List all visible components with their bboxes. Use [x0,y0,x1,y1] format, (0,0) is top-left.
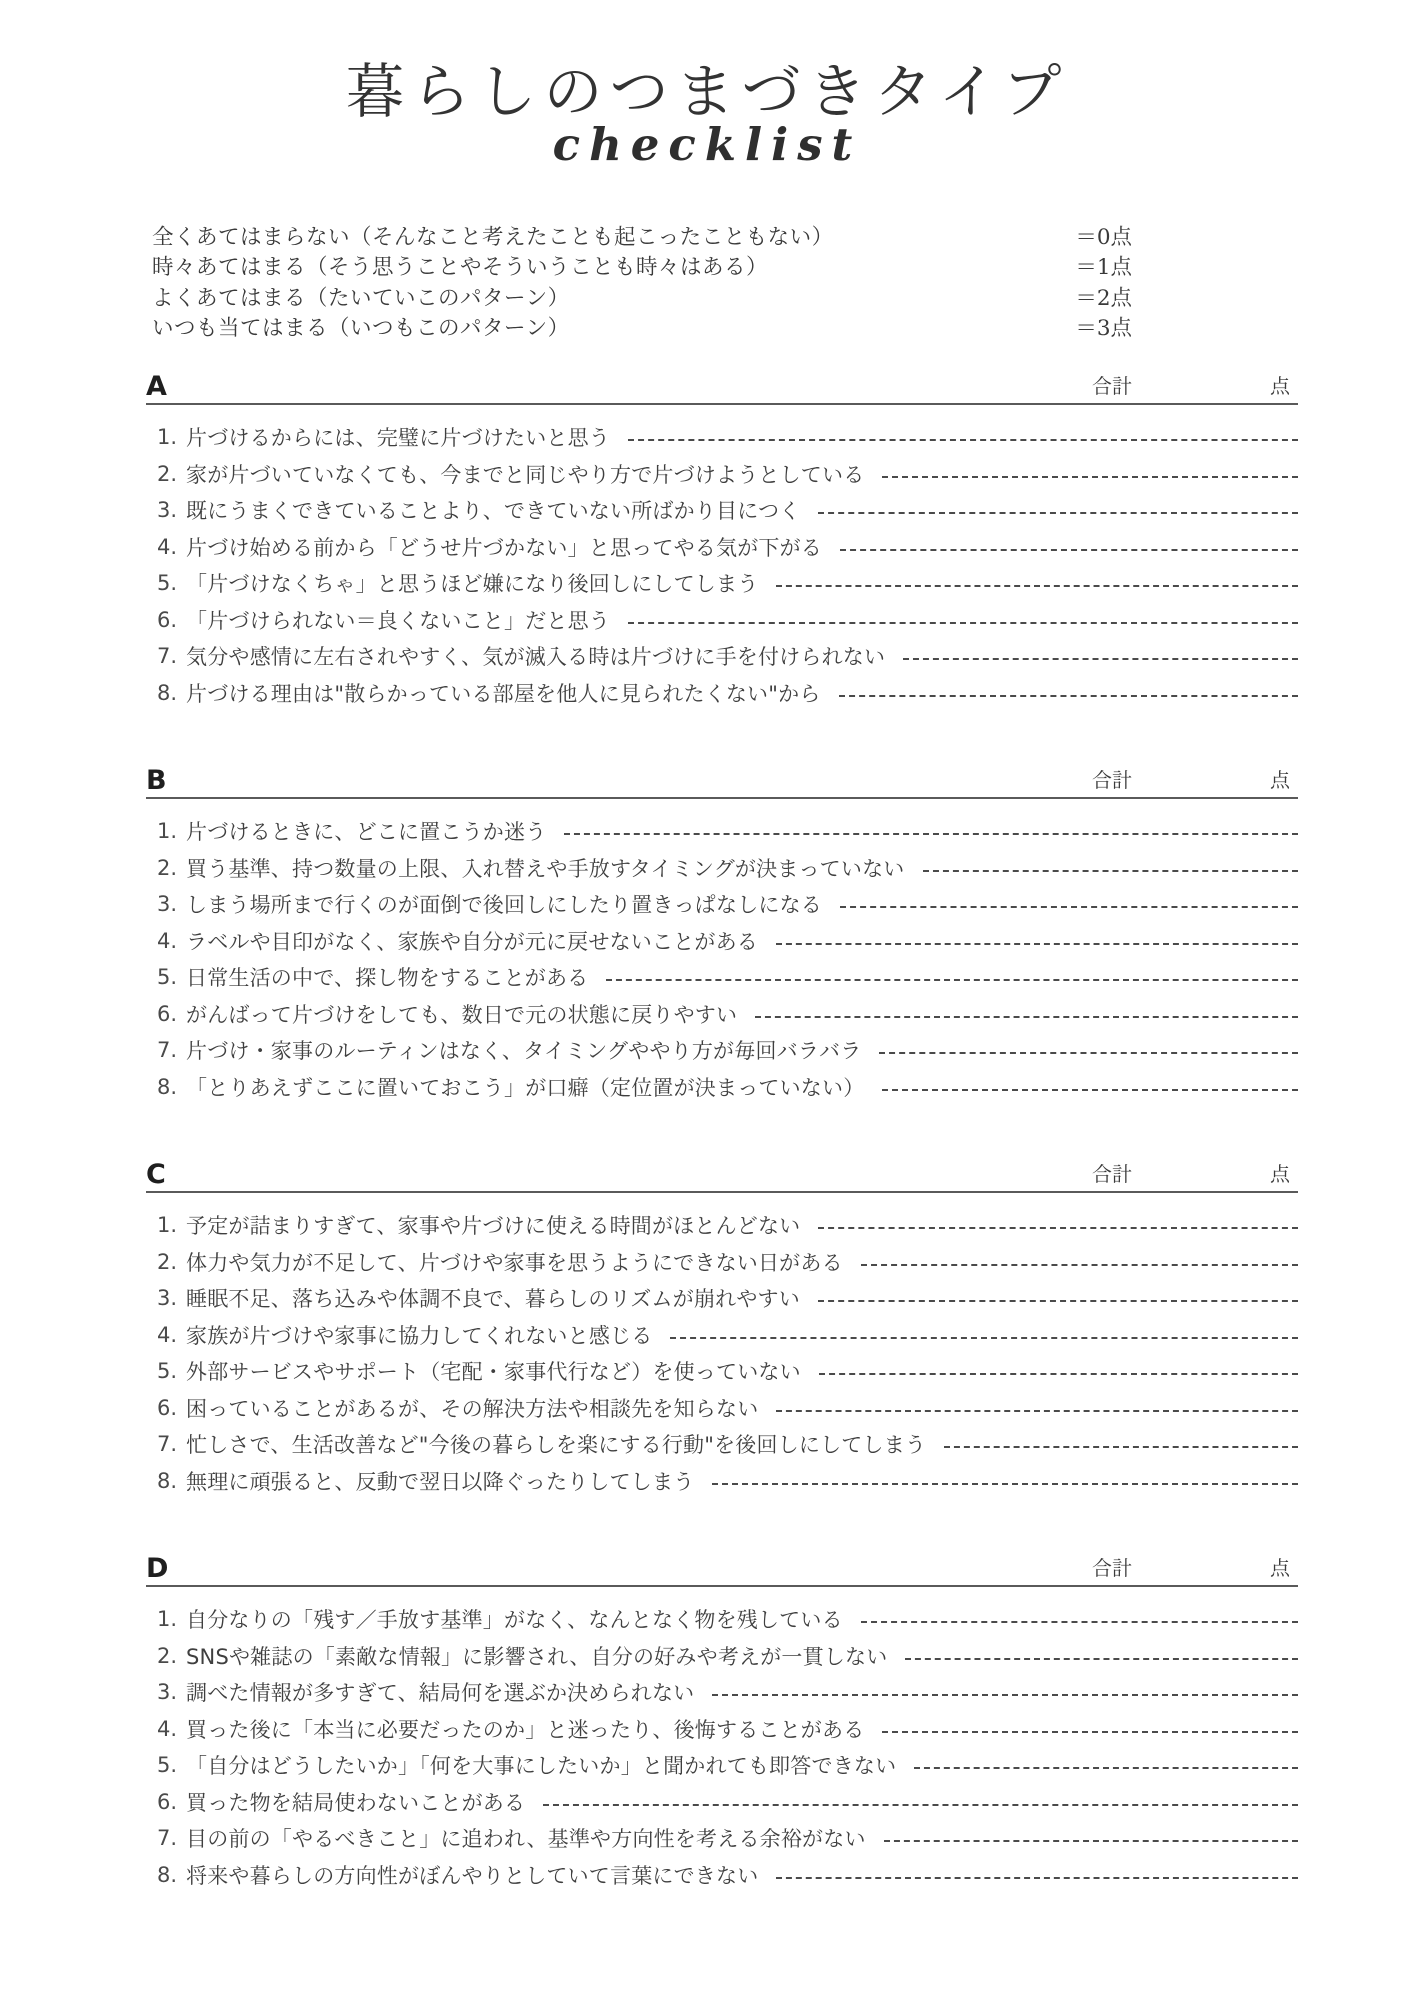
legend-score: ＝3点 [1075,316,1132,342]
item-score-line[interactable] [776,1877,1298,1879]
item-number: 5. [156,1753,177,1778]
checklist-item [146,1426,1298,1463]
total-label: 合計 [1092,767,1132,792]
item-number: 2. [156,1643,177,1668]
item-text: 調べた情報が多すぎて、結局何を選ぶか決められない [186,1681,695,1706]
item-text: 将来や暮らしの方向性がぼんやりとしていて言葉にできない [186,1863,759,1888]
item-text: 片づけ始める前から「どうせ片づかない」と思ってやる気が下がる [186,535,822,560]
item-list [146,1207,1298,1499]
checklist-item [146,492,1298,529]
item-text: 睡眠不足、落ち込みや体調不良で、暮らしのリズムが崩れやすい [186,1287,800,1312]
item-score-line[interactable] [882,476,1298,478]
item-number: 7. [156,644,177,669]
item-number: 4. [156,1716,177,1741]
item-text: 気分や感情に左右されやすく、気が滅入る時は片づけに手を付けられない [186,645,886,670]
checklist-item [146,1674,1298,1711]
checklist-item [146,1462,1298,1499]
item-score-line[interactable] [944,1446,1298,1448]
item-score-line[interactable] [882,1089,1298,1091]
item-text: 片づけ・家事のルーティンはなく、タイミングややり方が毎回バラバラ [186,1039,862,1064]
section-letter: C [146,1158,166,1190]
item-text: 買う基準、持つ数量の上限、入れ替えや手放すタイミングが決まっていない [186,856,905,881]
item-number: 1. [156,425,177,450]
item-text: 忙しさで、生活改善など"今後の暮らしを楽にする行動"を後回しにしてしまう [186,1433,927,1458]
item-number: 4. [156,1322,177,1347]
checklist-item [146,849,1298,886]
checklist-item [146,922,1298,959]
item-text: 「自分はどうしたいか」「何を大事にしたいか」と聞かれても即答できない [186,1754,897,1779]
item-text: 買った物を結局使わないことがある [186,1790,526,1815]
legend-row [152,253,1272,284]
item-score-line[interactable] [861,1621,1298,1623]
scoring-legend [152,223,1272,345]
total-label: 合計 [1092,1555,1132,1580]
checklist-item [146,1820,1298,1857]
item-number: 6. [156,607,177,632]
item-score-line[interactable] [628,439,1298,441]
item-score-line[interactable] [543,1804,1298,1806]
item-score-line[interactable] [882,1731,1298,1733]
checklist-item [146,1068,1298,1105]
page-subtitle: checklist [552,117,862,171]
item-number: 6. [156,1001,177,1026]
item-score-line[interactable] [839,695,1298,697]
checklist-item [146,1032,1298,1069]
item-number: 5. [156,965,177,990]
item-number: 6. [156,1789,177,1814]
section-c [0,1105,1414,1499]
item-score-line[interactable] [755,1016,1298,1018]
checklist-item [146,959,1298,996]
legend-description: いつも当てはまる（いつもこのパターン） [152,316,570,342]
item-number: 1. [156,819,177,844]
section-spacer [0,1499,1414,1551]
section-spacer [0,345,1414,369]
item-number: 5. [156,571,177,596]
item-score-line[interactable] [903,658,1298,660]
item-score-line[interactable] [879,1052,1298,1054]
section-spacer [0,1105,1414,1157]
item-text: 「とりあえずここに置いておこう」が口癖（定位置が決まっていない） [186,1075,865,1100]
item-score-line[interactable] [818,1227,1298,1229]
checklist-item [146,1280,1298,1317]
checklist-item [146,674,1298,711]
item-text: 「片づけなくちゃ」と思うほど嫌になり後回しにしてしまう [186,572,759,597]
page-title: 暮らしのつまづきタイプ [345,57,1069,126]
checklist-item [146,1710,1298,1747]
total-label: 合計 [1092,373,1132,398]
item-text: 既にうまくできていることより、できていない所ばかり目につく [186,499,801,524]
checklist-item [146,565,1298,602]
checklist-item [146,601,1298,638]
checklist-item [146,1637,1298,1674]
item-number: 8. [156,1468,177,1493]
item-text: 外部サービスやサポート（宅配・家事代行など）を使っていない [186,1360,801,1385]
item-score-line[interactable] [712,1694,1298,1696]
item-score-line[interactable] [914,1767,1298,1769]
item-number: 8. [156,1862,177,1887]
item-score-line[interactable] [564,833,1298,835]
checklist-item [146,1601,1298,1638]
item-number: 7. [156,1432,177,1457]
legend-row [152,314,1272,345]
item-number: 4. [156,928,177,953]
item-number: 6. [156,1395,177,1420]
section-b [0,711,1414,1105]
point-label: 点 [1270,1161,1290,1186]
item-number: 3. [156,1680,177,1705]
item-list [146,1601,1298,1893]
checklist-item [146,1316,1298,1353]
item-number: 8. [156,1074,177,1099]
legend-description: 時々あてはまる（そう思うことやそういうことも時々はある） [152,255,769,281]
item-number: 4. [156,534,177,559]
total-label: 合計 [1092,1161,1132,1186]
checklist-item [146,455,1298,492]
checklist-item [146,995,1298,1032]
item-score-line[interactable] [776,943,1298,945]
item-score-line[interactable] [905,1658,1298,1660]
checklist-item [146,1856,1298,1893]
item-number: 2. [156,855,177,880]
item-score-line[interactable] [670,1337,1298,1339]
item-number: 3. [156,1286,177,1311]
checklist-item [146,419,1298,456]
item-score-line[interactable] [861,1264,1298,1266]
item-score-line[interactable] [628,622,1298,624]
item-number: 3. [156,892,177,917]
checklist-item [146,1389,1298,1426]
item-text: がんばって片づけをしても、数日で元の状態に戻りやすい [186,1002,738,1027]
item-number: 1. [156,1213,177,1238]
section-letter: B [146,764,167,796]
item-number: 2. [156,461,177,486]
item-text: しまう場所まで行くのが面倒で後回しにしたり置きっぱなしになる [186,893,822,918]
checklist-item [146,1353,1298,1390]
section-header [146,1551,1298,1587]
item-number: 3. [156,498,177,523]
item-text: 自分なりの「残す／手放す基準」がなく、なんとなく物を残している [186,1608,843,1633]
section-letter: D [146,1552,169,1584]
checklist-item [146,638,1298,675]
item-text: 片づけるからには、完璧に片づけたいと思う [186,426,610,451]
section-letter: A [146,370,167,402]
section-d [0,1499,1414,1893]
item-score-line[interactable] [840,906,1298,908]
section-header [146,1157,1298,1193]
item-score-line[interactable] [884,1840,1298,1842]
checklist-item [146,1747,1298,1784]
item-score-line[interactable] [819,1373,1298,1375]
item-text: 片づける理由は"散らかっている部屋を他人に見られたくない"から [186,681,821,706]
section-header [146,369,1298,405]
title-block [0,0,1414,171]
item-text: ラベルや目印がなく、家族や自分が元に戻せないことがある [186,929,758,954]
item-text: 日常生活の中で、探し物をすることがある [186,966,589,991]
checklist-item [146,528,1298,565]
point-label: 点 [1270,373,1290,398]
checklist-item [146,886,1298,923]
section-a [0,345,1414,711]
section-header [146,763,1298,799]
item-score-line[interactable] [606,979,1298,981]
item-text: 買った後に「本当に必要だったのか」と迷ったり、後悔することがある [186,1717,865,1742]
item-text: 困っていることがあるが、その解決方法や相談先を知らない [186,1396,759,1421]
item-text: 目の前の「やるべきこと」に追われ、基準や方向性を考える余裕がない [186,1827,866,1852]
item-score-line[interactable] [818,1300,1298,1302]
item-number: 5. [156,1359,177,1384]
item-text: 家族が片づけや家事に協力してくれないと感じる [186,1323,653,1348]
point-label: 点 [1270,767,1290,792]
item-number: 7. [156,1038,177,1063]
item-text: 予定が詰まりすぎて、家事や片づけに使える時間がほとんどない [186,1214,801,1239]
item-text: 片づけるときに、どこに置こうか迷う [186,820,547,845]
legend-description: 全くあてはまらない（そんなこと考えたことも起こったこともない） [152,224,834,250]
legend-row [152,284,1272,315]
item-list [146,813,1298,1105]
item-score-line[interactable] [776,1410,1298,1412]
legend-description: よくあてはまる（たいていこのパターン） [152,285,570,311]
checklist-item [146,813,1298,850]
item-score-line[interactable] [923,870,1299,872]
legend-score: ＝0点 [1075,224,1132,250]
item-number: 2. [156,1249,177,1274]
item-text: 「片づけられない＝良くないこと」だと思う [186,608,610,633]
section-spacer [0,711,1414,763]
item-text: 家が片づいていなくても、今までと同じやり方で片づけようとしている [186,462,865,487]
item-score-line[interactable] [712,1483,1298,1485]
legend-row [152,223,1272,254]
item-text: SNSや雑誌の「素敵な情報」に影響され、自分の好みや考えが一貫しない [186,1644,888,1669]
item-score-line[interactable] [818,512,1298,514]
checklist-item [146,1207,1298,1244]
item-number: 7. [156,1826,177,1851]
item-number: 1. [156,1607,177,1632]
legend-score: ＝1点 [1075,255,1132,281]
sections-container [0,345,1414,1893]
item-score-line[interactable] [776,585,1298,587]
item-text: 無理に頑張ると、反動で翌日以降ぐったりしてしまう [186,1469,695,1494]
point-label: 点 [1270,1555,1290,1580]
item-score-line[interactable] [840,549,1298,551]
checklist-item [146,1243,1298,1280]
item-text: 体力や気力が不足して、片づけや家事を思うようにできない日がある [186,1250,843,1275]
item-number: 8. [156,680,177,705]
item-list [146,419,1298,711]
legend-score: ＝2点 [1075,285,1132,311]
checklist-item [146,1783,1298,1820]
